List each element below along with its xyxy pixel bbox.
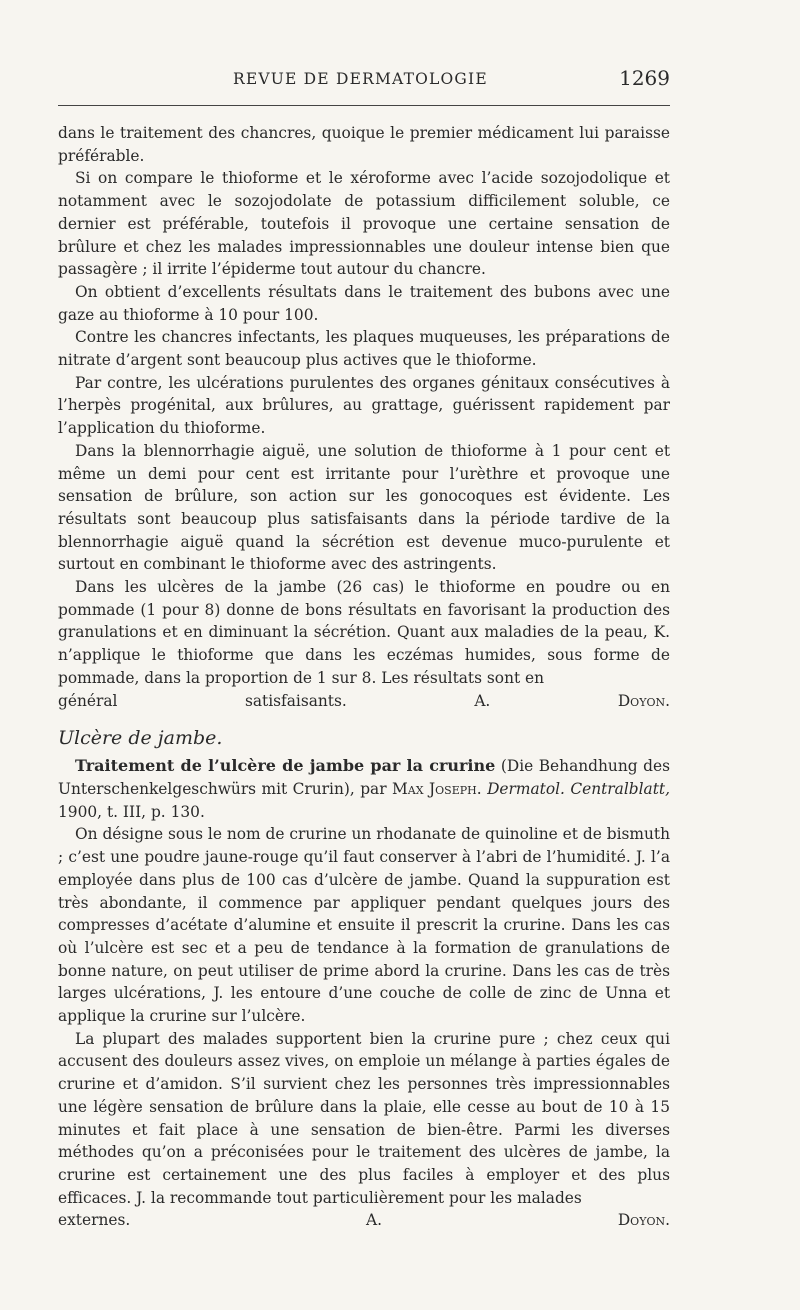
running-head bbox=[58, 66, 670, 96]
paragraph: On obtient d’excellents résultats dans le traitement des bubons avec une gaze au thioforme à 10 pour 100. bbox=[58, 282, 670, 324]
paragraph: Dans les ulcères de la jambe (26 cas) le thioforme en poudre ou en pommade (1 pour 8) donne de bons résultats en favorisant la production des granulations et en diminuant la sécrétion. Quant aux maladies de la peau, K. n’applique le thioforme que dans les eczémas humides, sous forme de pommade, dans la proportion de 1 sur 8. Les résultats sont en bbox=[58, 578, 670, 687]
journal-title: REVUE DE DERMATOLOGIE bbox=[233, 70, 488, 88]
page-number: 1269 bbox=[619, 66, 670, 90]
journal-name: Dermatol. Centralblatt, bbox=[487, 779, 670, 798]
paragraph: Contre les chancres infectants, les plaques muqueuses, les préparations de nitrate d’argent sont beaucoup plus actives que le thioforme. bbox=[58, 328, 670, 370]
article-title: Traitement de l’ulcère de jambe par la crurine bbox=[75, 756, 496, 776]
article-citation bbox=[58, 755, 670, 823]
article-body bbox=[58, 122, 670, 1232]
author-name: Max Joseph. bbox=[392, 779, 482, 798]
closing-text: externes. bbox=[58, 1211, 131, 1230]
paragraph: Si on compare le thioforme et le xéroforme avec l’acide sozojodolique et notamment avec le sozojodolate de potassium difficilement soluble, ce dernier est préférable, toutefois il provoque une certaine sensation de brûlure et chez les malades impressionnables une douleur intense bien que passagère ; il irrite l’épiderme tout autour du chancre. bbox=[58, 169, 670, 279]
closing-line bbox=[58, 690, 670, 713]
paragraph: Dans la blennorrhagie aiguë, une solution de thioforme à 1 pour cent et même un demi pour cent est irritante pour l’urèthre et provoque une sensation de brûlure, son action sur les gonocoques est évidente. Les résultats sont beaucoup plus satisfaisants dans la période tardive de la blennorrhagie aiguë quand la sécrétion est devenue muco-purulente et surtout en combinant le thioforme avec des astringents. bbox=[58, 441, 670, 574]
paragraph: La plupart des malades supportent bien la crurine pure ; chez ceux qui accusent des douleurs assez vives, on emploie un mélange à parties égales de crurine et d’amidon. S’il survient chez les personnes très impressionnables une légère sensation de brûlure dans la plaie, elle cesse au bout de 10 à 15 minutes et fait place à une sensation de bien-être. Parmi les diverses méthodes qu’on a préconisées pour le traitement des ulcères de jambe, la crurine est certainement une des plus faciles à employer et des plus efficaces. J. la recommande tout particulièrement pour les malades bbox=[58, 1029, 670, 1207]
citation-end: 1900, t. III, p. 130. bbox=[58, 802, 205, 821]
closing-text: général satisfaisants. bbox=[58, 691, 347, 710]
paragraph: dans le traitement des chancres, quoique le premier médicament lui paraisse préférable. bbox=[58, 124, 670, 165]
signature: A. Doyon. bbox=[474, 691, 670, 710]
citation-start: (Die Behandhung des Unterschenkelgeschwürs mit Crurin), par bbox=[58, 757, 670, 798]
paragraph: Par contre, les ulcérations purulentes des organes génitaux consécutives à l’herpès progénital, aux brûlures, au grattage, guérissent rapidement par l’application du thioforme. bbox=[58, 373, 670, 438]
header-rule bbox=[58, 105, 670, 106]
section-title: Ulcère de jambe. bbox=[58, 727, 223, 750]
signature: A. Doyon. bbox=[366, 1211, 670, 1230]
closing-line bbox=[58, 1209, 670, 1232]
paragraph: On désigne sous le nom de crurine un rhodanate de quinoline et de bismuth ; c’est une poudre jaune-rouge qu’il faut conserver à l’abri de l’humidité. J. l’a employée dans plus de 100 cas d’ulcère de jambe. Quand la suppuration est très abondante, il commence par appliquer pendant quelques jours des compresses d’acétate d’alumine et ensuite il prescrit la crurine. Dans les cas où l’ulcère est sec et a peu de tendance à la formation de granulations de bonne nature, on peut utiliser de prime abord la crurine. Dans les cas de très larges ulcérations, J. les entoure d’une couche de colle de zinc de Unna et applique la crurine sur l’ulcère. bbox=[58, 825, 670, 1026]
